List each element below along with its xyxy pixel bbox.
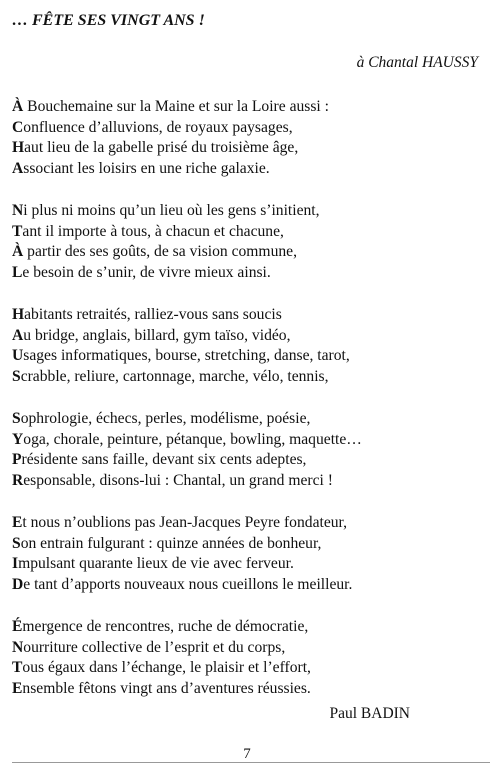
poem-line bbox=[12, 513, 488, 534]
stanza-6 bbox=[12, 617, 488, 699]
line-text: u bridge, anglais, billard, gym taïso, vidéo, bbox=[23, 326, 291, 344]
stanza-2 bbox=[12, 201, 488, 283]
line-initial: E bbox=[12, 514, 23, 531]
line-initial: S bbox=[12, 410, 21, 427]
line-text: sages informatiques, bourse, stretching, danse, tarot, bbox=[23, 347, 350, 364]
poem-body bbox=[12, 97, 488, 721]
poem-line bbox=[12, 638, 488, 659]
line-initial: L bbox=[12, 263, 23, 281]
line-text: Bouchemaine sur la Maine et sur la Loire aussi : bbox=[23, 98, 329, 115]
poem-line bbox=[12, 222, 488, 243]
poem-line bbox=[12, 471, 488, 492]
line-initial: T bbox=[12, 222, 23, 240]
line-initial: I bbox=[12, 555, 19, 572]
poem-line bbox=[12, 575, 488, 596]
poem-line bbox=[12, 159, 488, 180]
line-initial: É bbox=[12, 618, 23, 635]
line-text: ous égaux dans l’échange, le plaisir et l’effort, bbox=[22, 659, 311, 676]
line-text: nsemble fêtons vingt ans d’aventures réussies. bbox=[22, 679, 311, 697]
line-text: partir des ses goûts, de sa vision commune, bbox=[23, 243, 297, 260]
line-text: ourriture collective de l’esprit et du corps, bbox=[23, 638, 286, 656]
line-initial: T bbox=[12, 659, 23, 676]
line-text: ssociant les loisirs en une riche galaxie. bbox=[23, 159, 270, 177]
line-text: t nous n’oublions pas Jean-Jacques Peyre fondateur, bbox=[22, 514, 348, 531]
line-text: esponsable, disons-lui : Chantal, un grand merci ! bbox=[23, 471, 333, 489]
poem-line bbox=[12, 263, 488, 284]
poem-line bbox=[12, 430, 488, 451]
page-bottom-rule bbox=[12, 762, 490, 763]
line-text: aut lieu de la gabelle prisé du troisième âge, bbox=[24, 139, 299, 156]
line-initial: E bbox=[12, 679, 23, 697]
line-text: abitants retraités, ralliez-vous sans soucis bbox=[24, 306, 282, 323]
line-initial: À bbox=[12, 98, 24, 115]
poem-line bbox=[12, 326, 488, 347]
line-initial: N bbox=[12, 202, 24, 219]
line-initial: H bbox=[12, 139, 25, 156]
line-text: oga, chorale, peinture, pétanque, bowling, maquette… bbox=[23, 430, 362, 448]
poem-line bbox=[12, 367, 488, 388]
stanza-4 bbox=[12, 409, 488, 491]
author-signature: Paul BADIN bbox=[329, 705, 410, 722]
poem-line bbox=[12, 97, 488, 118]
line-text: mergence de rencontres, ruche de démocratie, bbox=[22, 618, 309, 635]
dedication: à Chantal HAUSSY bbox=[356, 54, 478, 71]
line-text: résidente sans faille, devant six cents adeptes, bbox=[21, 451, 307, 468]
line-text: i plus ni moins qu’un lieu où les gens s’initient, bbox=[23, 202, 320, 219]
line-initial: A bbox=[12, 159, 24, 177]
line-text: mpulsant quarante lieux de vie avec ferveur. bbox=[18, 555, 294, 572]
line-initial: A bbox=[12, 326, 24, 344]
line-initial: S bbox=[12, 534, 21, 552]
poem-line bbox=[12, 450, 488, 471]
line-text: ophrologie, échecs, perles, modélisme, poésie, bbox=[20, 410, 311, 427]
line-initial: À bbox=[12, 243, 24, 260]
line-initial: R bbox=[12, 471, 24, 489]
line-initial: D bbox=[12, 575, 24, 593]
poem-line bbox=[12, 617, 488, 638]
poem-line bbox=[12, 346, 488, 367]
line-initial: C bbox=[12, 118, 24, 136]
poem-line bbox=[12, 138, 488, 159]
stanza-3 bbox=[12, 305, 488, 387]
stanza-1 bbox=[12, 97, 488, 179]
stanza-5 bbox=[12, 513, 488, 595]
line-initial: Y bbox=[12, 430, 24, 448]
line-text: e besoin de s’unir, de vivre mieux ainsi. bbox=[22, 263, 271, 281]
line-initial: P bbox=[12, 451, 22, 468]
poem-title: … FÊTE SES VINGT ANS ! bbox=[12, 12, 205, 29]
line-text: crabble, reliure, cartonnage, marche, vélo, tennis, bbox=[20, 367, 329, 385]
poem-line bbox=[12, 118, 488, 139]
line-text: onfluence d’alluvions, de royaux paysages, bbox=[23, 118, 293, 136]
poem-line bbox=[12, 242, 488, 263]
poem-line bbox=[12, 305, 488, 326]
line-initial: N bbox=[12, 638, 24, 656]
line-initial: S bbox=[12, 367, 21, 385]
poem-line bbox=[12, 554, 488, 575]
poem-line bbox=[12, 658, 488, 679]
line-initial: U bbox=[12, 347, 24, 364]
poem-line bbox=[12, 679, 488, 700]
line-text: ant il importe à tous, à chacun et chacune, bbox=[22, 222, 284, 240]
poem-line bbox=[12, 409, 488, 430]
poem-line bbox=[12, 201, 488, 222]
line-text: e tant d’apports nouveaux nous cueillons le meilleur. bbox=[23, 575, 353, 593]
poem-line bbox=[12, 534, 488, 555]
line-initial: H bbox=[12, 306, 25, 323]
line-text: on entrain fulgurant : quinze années de bonheur, bbox=[20, 534, 322, 552]
page-number: 7 bbox=[243, 746, 251, 762]
